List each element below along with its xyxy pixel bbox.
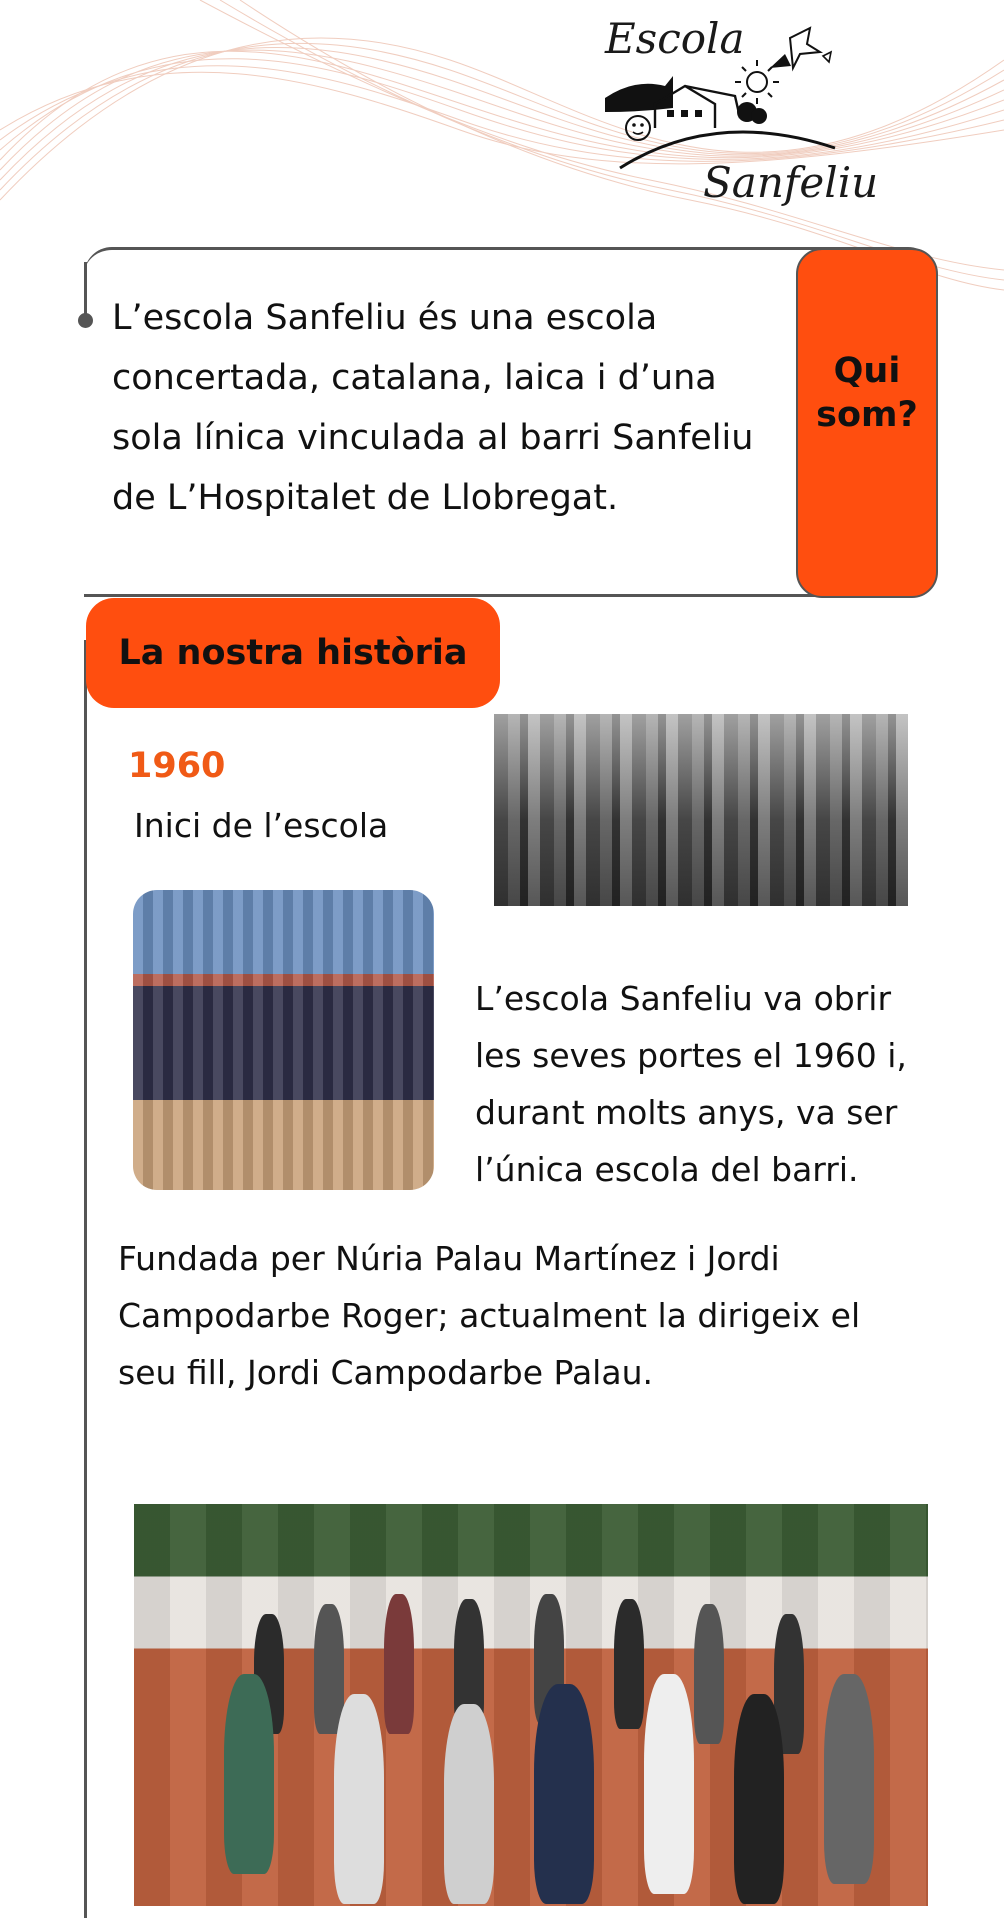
history-year: 1960 bbox=[128, 746, 226, 786]
photo-children-playground bbox=[134, 1504, 928, 1906]
history-timeline-line bbox=[84, 640, 87, 1918]
bullet-dot bbox=[78, 313, 93, 328]
history-paragraph-opening: L’escola Sanfeliu va obrir les seves portes el 1960 i, durant molts anys, va ser l’única escola del barri. bbox=[475, 979, 907, 1189]
history-year-caption: Inici de l’escola bbox=[134, 806, 389, 845]
history-title-tab[interactable] bbox=[86, 598, 500, 708]
history-title: La nostra història bbox=[118, 633, 468, 673]
photo-classroom-1960 bbox=[494, 714, 908, 906]
logo-text-sanfeliu: Sanfeliu bbox=[703, 158, 879, 207]
logo-text-escola: Escola bbox=[605, 14, 745, 63]
photo-class-group bbox=[133, 890, 434, 1190]
school-logo[interactable] bbox=[595, 8, 879, 208]
about-badge-label: Qui som? bbox=[816, 351, 918, 435]
history-paragraph-founders: Fundada per Núria Palau Martínez i Jordi Campodarbe Roger; actualment la dirigeix el seu fill, Jordi Campodarbe Palau. bbox=[118, 1239, 861, 1392]
about-frame-left-line bbox=[84, 262, 87, 318]
about-text: L’escola Sanfeliu és una escola concertada, catalana, laica i d’una sola línica vinculada al barri Sanfeliu de L’Hospitalet de Llobregat. bbox=[112, 298, 754, 518]
about-badge[interactable] bbox=[796, 248, 938, 598]
